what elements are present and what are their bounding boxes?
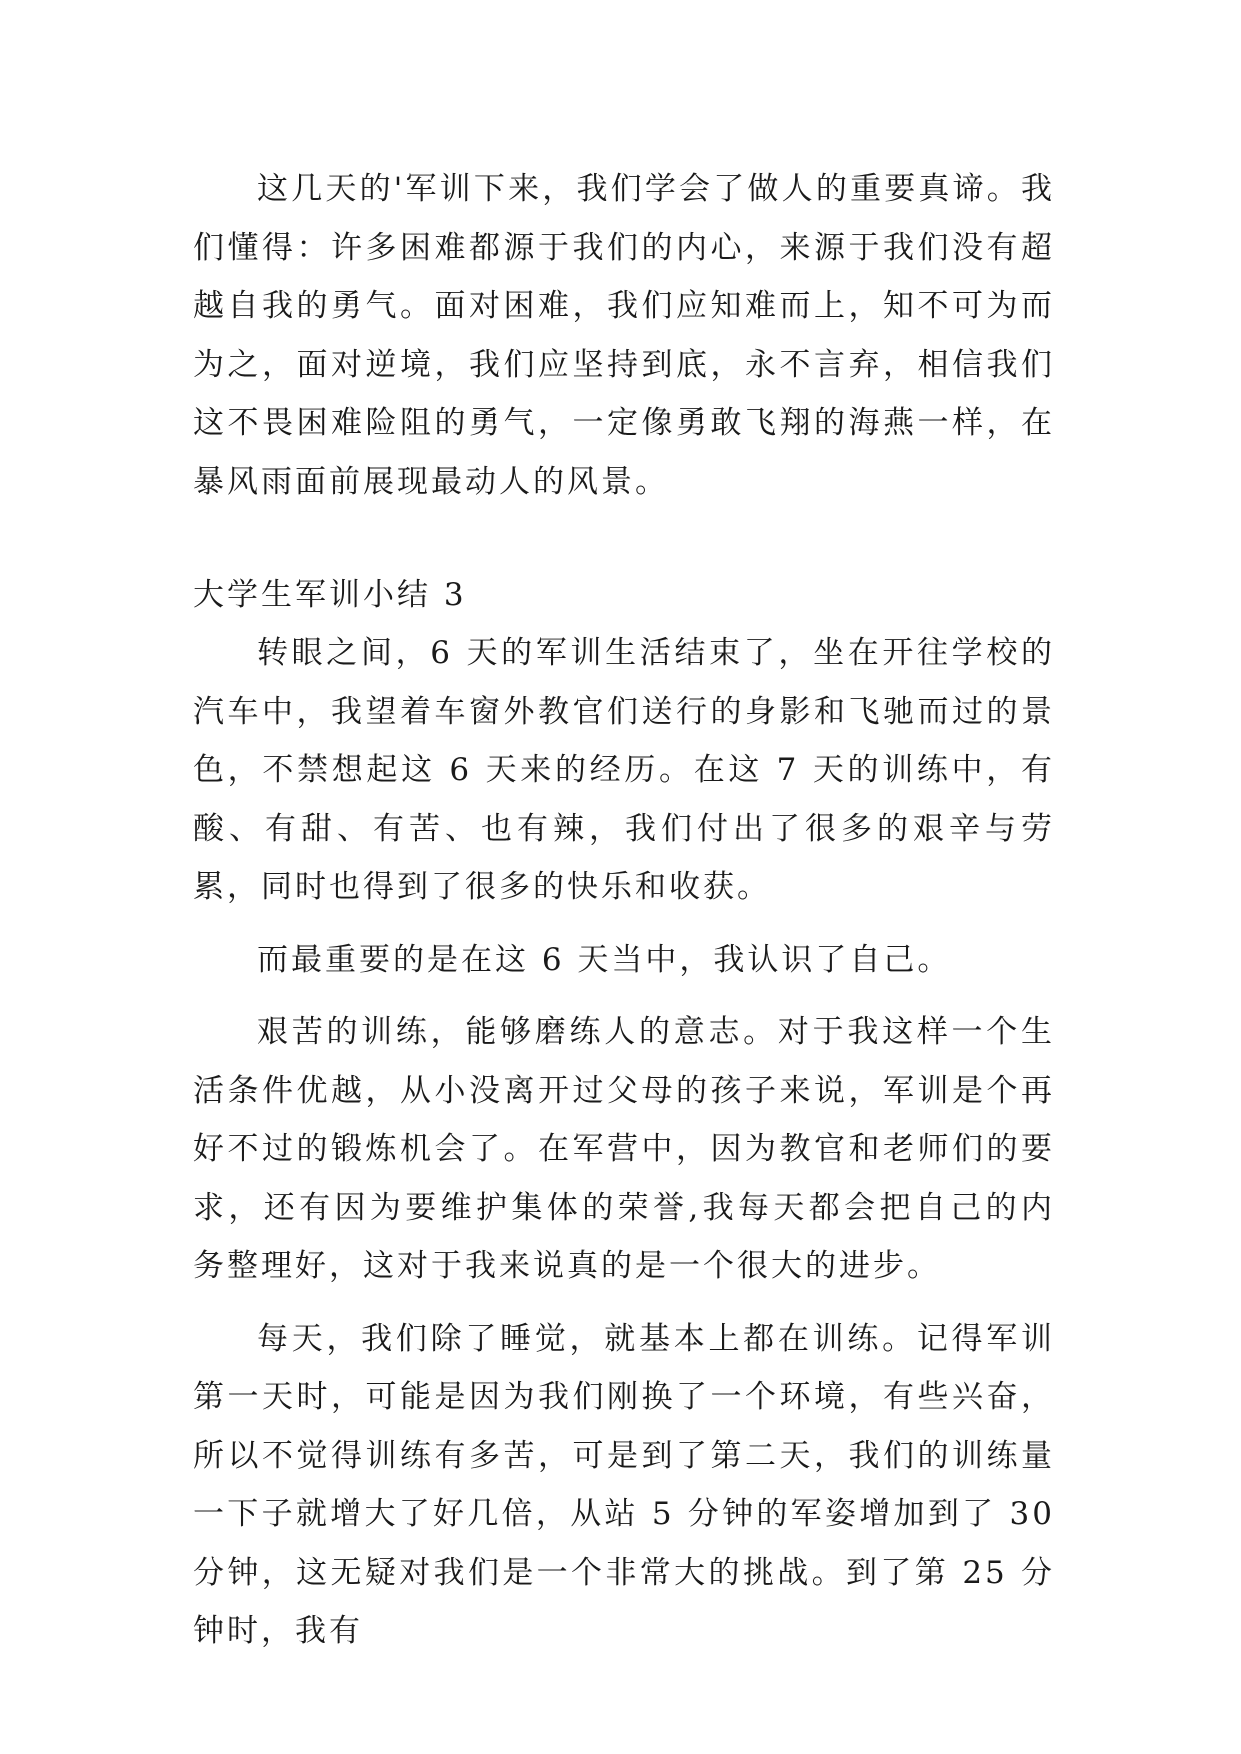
paragraph: 每天，我们除了睡觉，就基本上都在训练。记得军训第一天时，可能是因为我们刚换了一个环境，有些兴奋，所以不觉得训练有多苦，可是到了第二天，我们的训练量一下子就增大了好几倍，从站 5 分钟的军姿增加到了 30 分钟，这无疑对我们是一个非常大的挑战。到了第 25 分钟时，我有 — [193, 1320, 1055, 1649]
paragraph: 艰苦的训练，能够磨练人的意志。对于我这样一个生活条件优越，从小没离开过父母的孩子来说，军训是个再好不过的锻炼机会了。在军营中，因为教官和老师们的要求，还有因为要维护集体的荣誉,我每天都会把自己的内务整理好，这对于我来说真的是一个很大的进步。 — [193, 1014, 1055, 1284]
paragraph: 转眼之间，6 天的军训生活结束了，坐在开往学校的汽车中，我望着车窗外教官们送行的身影和飞驰而过的景色，不禁想起这 6 天来的经历。在这 7 天的训练中，有酸、有甜、有苦、也有辣，我们付出了很多的艰辛与劳累，同时也得到了很多的快乐和收获。 — [193, 635, 1055, 905]
paragraph: 而最重要的是在这 6 天当中，我认识了自己。 — [257, 941, 952, 978]
section-title: 大学生军训小结 3 — [193, 577, 467, 613]
section-body — [193, 624, 1055, 1675]
intro-paragraph: 这几天的'军训下来，我们学会了做人的重要真谛。我们懂得：许多困难都源于我们的内心，来源于我们没有超越自我的勇气。面对困难，我们应知难而上，知不可为而为之，面对逆境，我们应坚持到底，永不言弃，相信我们这不畏困难险阻的勇气，一定像勇敢飞翔的海燕一样，在暴风雨面前展现最动人的风景。 — [193, 171, 1055, 500]
